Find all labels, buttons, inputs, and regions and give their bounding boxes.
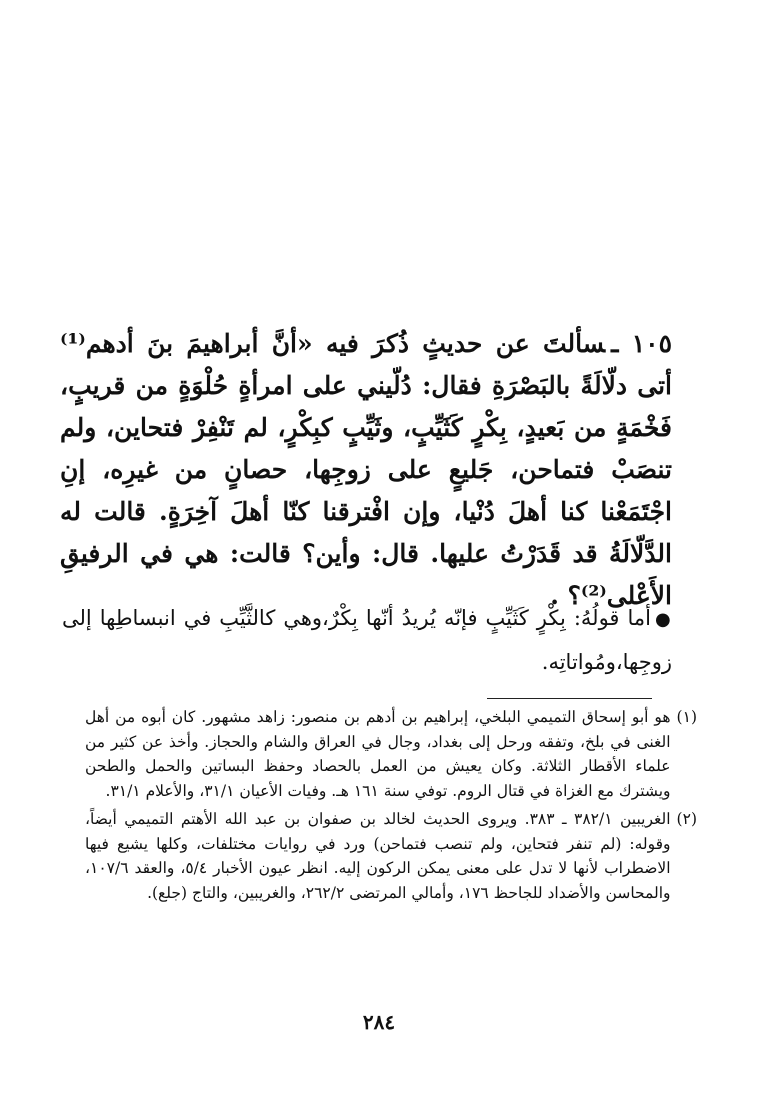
footnotes <box>85 705 697 909</box>
footnote-text: هو أبو إسحاق التميمي البلخي، إبراهيم بن أدهم بن منصور: زاهد مشهور. كان أبوه من أهل الغنى في بلخ، وتفقه ورحل إلى بغداد، وجال في العراق والشام والحجاز. وأخذ عن كثير من علماء الأقطار الثلاثة. وكان يعيش من العمل بالحصاد وحفظ البساتين والحمل والطحن ويشترك مع الغزاة في قتال الروم. توفي سنة ١٦١ هـ. وفيات الأعيان ٣١/١، والأعلام ٣١/١. <box>85 708 671 800</box>
footnote-1 <box>85 705 697 803</box>
commentary <box>62 597 672 683</box>
footnote-marker: (١) <box>676 708 697 726</box>
entry-text: سألتَ عن حديثٍ ذُكرَ فيه «أنَّ أبراهيمَ بنَ أدهم⁽¹⁾ أتى دلّالَةً بالبَصْرَةِ فقال: دُلّيني على امرأةٍ حُلْوَةٍ من قريبٍ، فَخْمَةٍ من بَعيدٍ، بِكْرٍ كَثَيِّبٍ، وثَيِّبٍ كبِكْرٍ، لم تَنْفِرْ فتحاين، ولم تنصَبْ فتماحن، جَليعٍ على زوجِها، حصانٍ من غيرِه، إنِ اجْتَمَعْنا كنا أهلَ دُنْيا، وإن افْترقنا كنّا أهلَ آخِرَةٍ. قالت له الدَّلّالَةُ قد قَدَرْتُ عليها. قال: وأين؟ قالت: هي في الرفيقِ الأَعْلى⁽²⁾؟ . <box>60 329 672 610</box>
footnote-separator <box>487 698 652 699</box>
commentary-text: أما قولُهُ: بِكْرٍ كَثَيِّبٍ فإنّه يُريدُ أنّها بِكْرٌ،وهي كالثَّيِّبِ في انبساطِها إلى زوجِها،ومُواتاتِه. <box>62 606 672 674</box>
entry-paragraph <box>60 323 672 617</box>
bullet-icon: ● <box>654 609 672 630</box>
page-number: ٢٨٤ <box>362 1010 396 1034</box>
hadith-entry <box>60 323 672 617</box>
commentary-paragraph <box>62 597 672 683</box>
footnote-2 <box>85 807 697 905</box>
footnote-marker: (٢) <box>676 810 697 828</box>
entry-number: ١٠٥ ـ <box>611 329 673 358</box>
footnote-text: الغريبين ٣٨٢/١ ـ ٣٨٣. ويروى الحديث لخالد بن صفوان بن عبد الله الأهتم التميمي أيضاً، وقوله: (لم تنفر فتحاين، ولم تنصب فتماحن) ورد في روايات مختلفات، وكلها يشيع فيها الاضطراب لأنها لا تدل على معنى يمكن الركون إليه. انظر عيون الأخبار ٥/٤، والعقد ١٠٧/٦، والمحاسن والأضداد للجاحظ ١٧٦، وأمالي المرتضى ٢٦٢/٢، والغريبين، والتاج (جلع). <box>85 810 671 902</box>
